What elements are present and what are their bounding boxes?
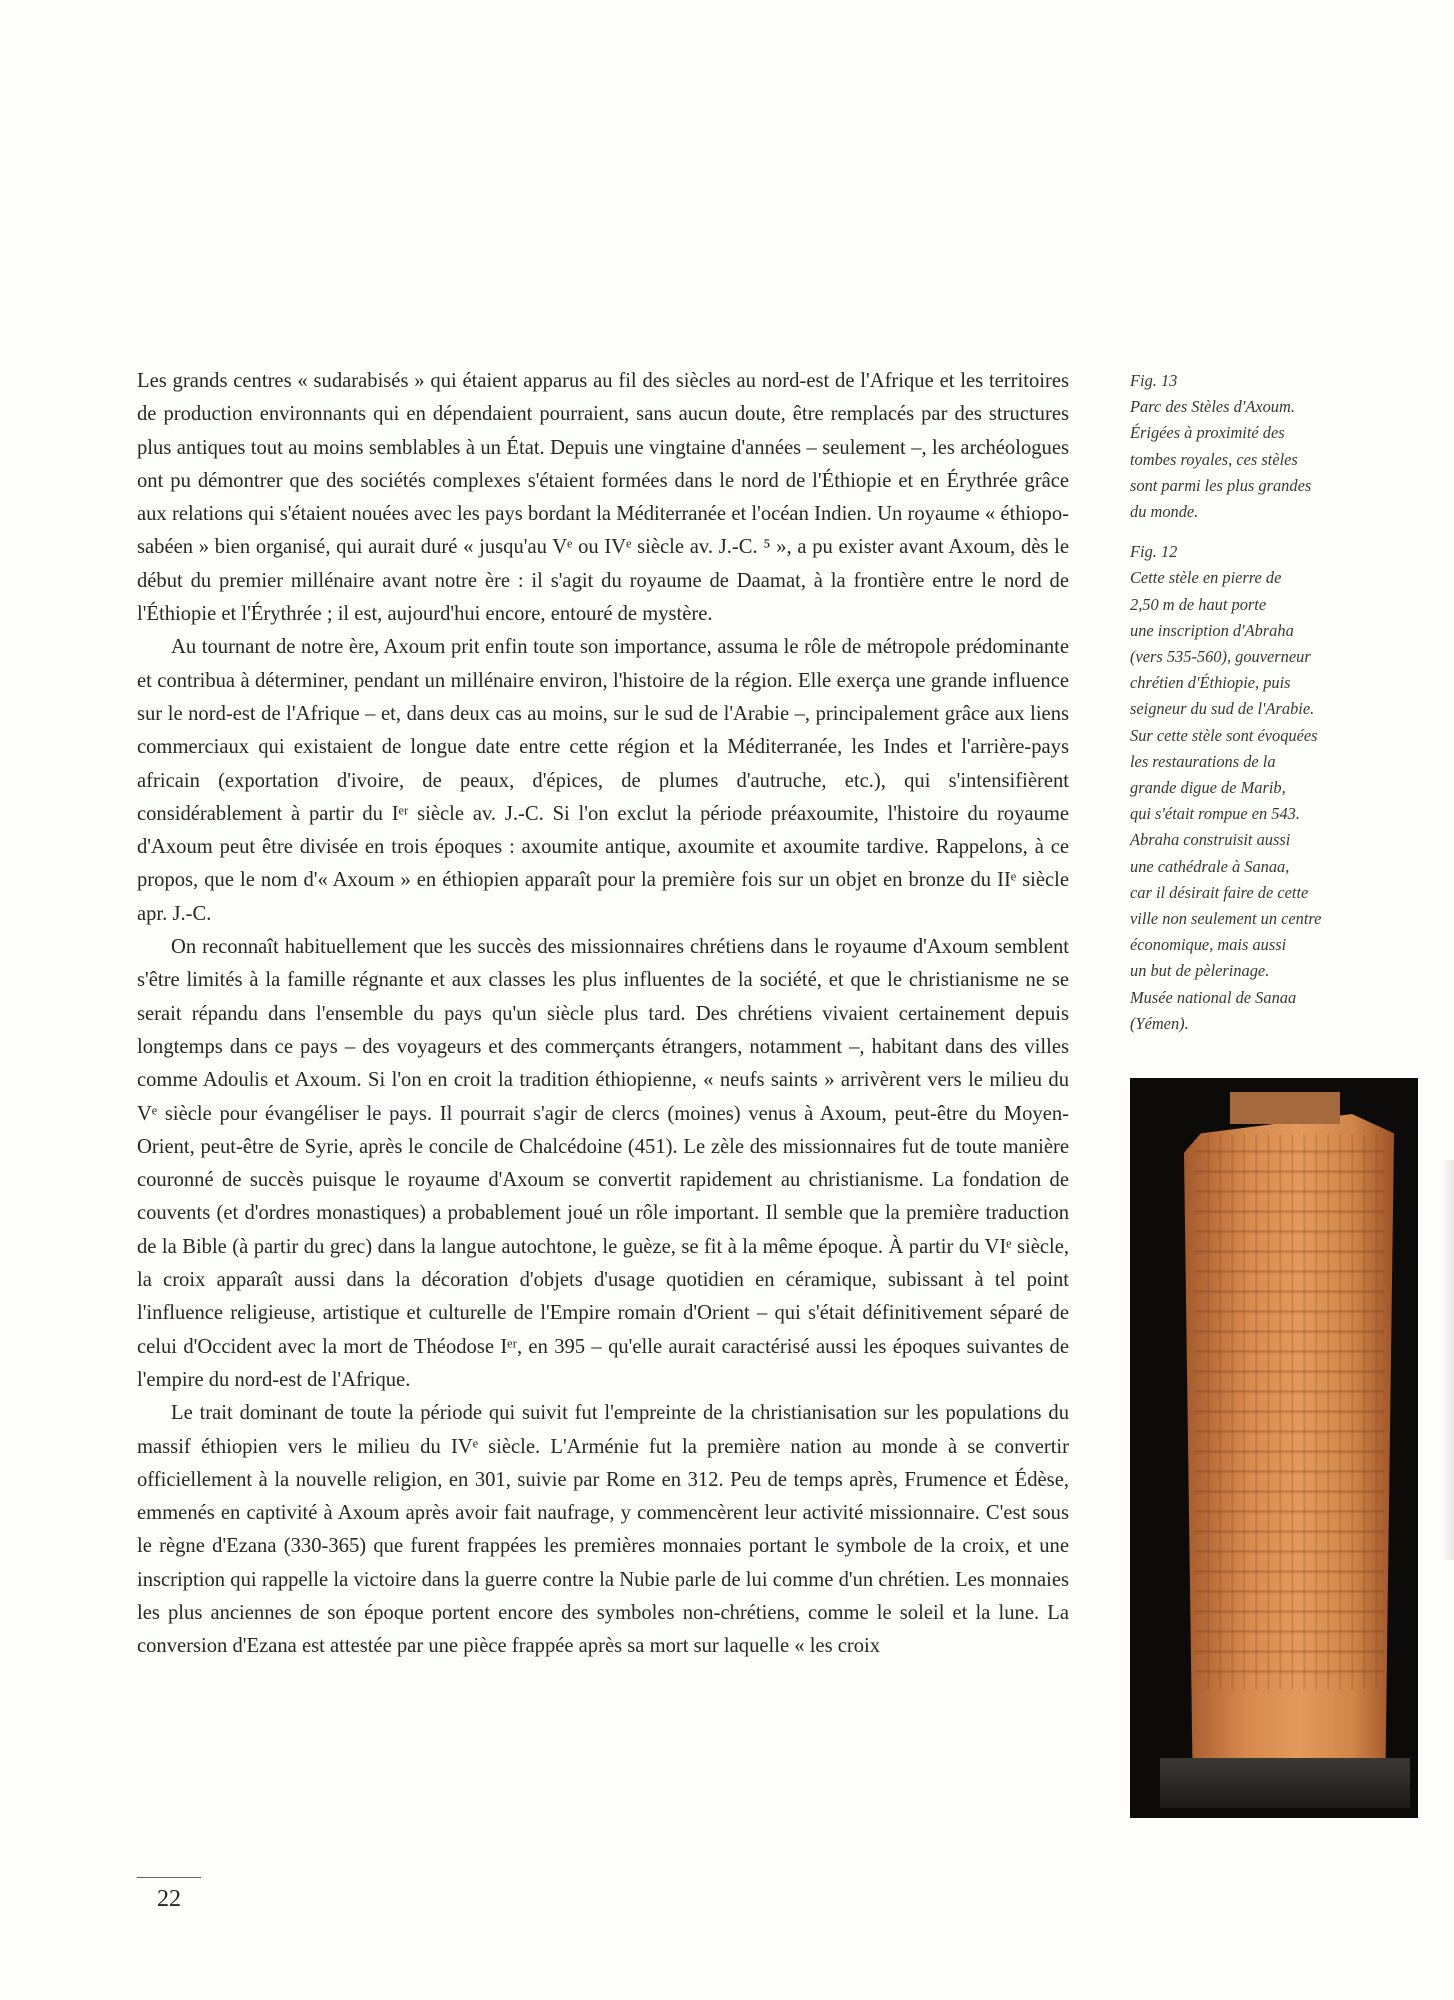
caption-line: Sur cette stèle sont évoquées [1130,725,1318,745]
caption-fig-13 [1130,368,1350,525]
caption-line: seigneur du sud de l'Arabie. [1130,699,1315,719]
paragraph-2: Au tournant de notre ère, Axoum prit enfin toute son importance, assuma le rôle de métropole prédominante et contribua à déterminer, pendant un millénaire environ, l'histoire de la région. Elle exerça une grande influence sur le nord-est de l'Afrique – et, dans deux cas au moins, sur le sud de l'Arabie –, principalement grâce aux liens commerciaux qui existaient de longue date entre cette région et la Méditerranée, les Indes et l'arrière-pays africain (exportation d'ivoire, de peaux, d'épices, de plumes d'autruche, etc.), qui s'intensifièrent considérablement à partir du Iᵉʳ siècle av. J.-C. Si l'on exclut la période préaxoumite, l'histoire du royaume d'Axoum peut être divisée en trois époques : axoumite antique, axoumite et axoumite tardive. Rappelons, à ce propos, que le nom d'« Axoum » en éthiopien apparaît pour la première fois sur un objet en bronze du IIᵉ siècle apr. J.-C. [137,636,1069,925]
caption-line: (Yémen). [1130,1013,1189,1033]
inscription-glyphs [1198,1134,1380,1690]
caption-line: du monde. [1130,502,1199,522]
caption-line: Érigées à proximité des [1130,423,1285,443]
caption-line: 2,50 m de haut porte [1130,594,1267,614]
caption-line: (vers 535-560), gouverneur [1130,647,1311,667]
caption-line: un but de pèlerinage. [1130,961,1270,981]
caption-line: une cathédrale à Sanaa, [1130,856,1290,876]
caption-label: Fig. 13 [1130,371,1178,390]
inscribed-stele [1184,1114,1394,1760]
stele-photograph [1130,1078,1418,1818]
caption-label: Fig. 12 [1130,542,1178,562]
caption-line: tombes royales, ces stèles [1130,449,1298,469]
caption-line: Abraha construisit aussi [1130,830,1291,850]
caption-line: les restaurations de la [1130,751,1276,771]
paragraph-3: On reconnaît habituellement que les succès des missionnaires chrétiens dans le royaume d'Axoum semblent s'être limités à la famille régnante et aux classes les plus influentes de la société, et que le christianisme ne se serait répandu dans l'ensemble du pays qu'un siècle plus tard. Des chrétiens vivaient certainement depuis longtemps dans ce pays – des voyageurs et des commerçants étrangers, notamment –, habitant dans des villes comme Adoulis et Axoum. Si l'on en croit la tradition éthiopienne, « neufs saints » arrivèrent vers le milieu du Vᵉ siècle pour évangéliser le pays. Il pourrait s'agir de clercs (moines) venus à Axoum, peut-être du Moyen-Orient, peut-être de Syrie, après le concile de Chalcédoine (451). Le zèle des missionnaires fut de toute manière couronné de succès puisque le royaume d'Axoum se convertit rapidement au christianisme. La fondation de couvents (et d'ordres monastiques) a probablement joué un rôle important. Il semble que la première traduction de la Bible (à partir du grec) dans la langue autochtone, le guèze, se fit à la même époque. À partir du VIᵉ siècle, la croix apparaît aussi dans la décoration d'objets d'usage quotidien en céramique, subissant à tel point l'influence religieuse, artistique et culturelle de l'Empire romain d'Orient – qui s'était définitivement séparé de celui d'Occident avec la mort de Théodose Iᵉʳ, en 395 – qu'elle aurait caractérisé aussi les époques suivantes de l'empire du nord-est de l'Afrique. [137,936,1069,1391]
caption-line: Musée national de Sanaa [1130,987,1297,1007]
caption-line: Parc des Stèles d'Axoum. [1130,397,1295,417]
paragraph-4: Le trait dominant de toute la période qui suivit fut l'empreinte de la christianisation sur les populations du massif éthiopien vers le milieu du IVᵉ siècle. L'Arménie fut la première nation au monde à se convertir officiellement à la nouvelle religion, en 301, suivie par Rome en 312. Peu de temps après, Frumence et Édèse, emmenés en captivité à Axoum après avoir fait naufrage, y commencèrent leur activité missionnaire. C'est sous le règne d'Ezana (330-365) que furent frappées les premières monnaies portant le symbole de la croix, et une inscription qui rappelle la victoire dans la guerre contre la Nubie parle de lui comme d'un chrétien. Les monnaies les plus anciennes de son époque portent encore des symboles non-chrétiens, comme le soleil et la lune. La conversion d'Ezana est attestée par une pièce frappée après sa mort sur laquelle « les croix [137,1402,1069,1658]
caption-line: économique, mais aussi [1130,935,1287,955]
caption-line: une inscription d'Abraha [1130,620,1294,640]
paragraph-1: Les grands centres « sudarabisés » qui étaient apparus au fil des siècles au nord-est de l'Afrique et les territoires de production environnants qui en dépendaient pourraient, sans aucun doute, être remplacés par des structures plus antiques tout au moins semblables à un État. Depuis une vingtaine d'années – seulement –, les archéologues ont pu démontrer que des sociétés complexes s'étaient formées dans le nord de l'Éthiopie et en Érythrée grâce aux relations qui s'étaient nouées avec les pays bordant la Méditerranée et l'océan Indien. Un royaume « éthiopo-sabéen » bien organisé, qui aurait duré « jusqu'au Vᵉ ou IVᵉ siècle av. J.-C. ⁵ », a pu exister avant Axoum, dès le début du premier millénaire avant notre ère : il s'agit du royaume de Daamat, à la frontière entre le nord de l'Éthiopie et l'Érythrée ; il est, aujourd'hui encore, entouré de mystère. [137,370,1069,626]
folio-rule [137,1877,201,1878]
caption-line: grande digue de Marib, [1130,778,1286,798]
caption-line: sont parmi les plus grandes [1130,475,1312,495]
caption-line: ville non seulement un centre [1130,909,1322,929]
caption-line: Cette stèle en pierre de [1130,568,1282,588]
caption-line: car il désirait faire de cette [1130,882,1309,902]
body-text [137,365,1069,1664]
caption-line: qui s'était rompue en 543. [1130,804,1300,824]
display-base [1160,1758,1410,1808]
page-edge-shadow [1442,1160,1454,1560]
caption-fig-12 [1130,539,1350,1037]
stele-tenon [1230,1092,1340,1124]
caption-column [1130,368,1350,1051]
page-number: 22 [157,1886,181,1912]
caption-line: chrétien d'Éthiopie, puis [1130,673,1291,693]
